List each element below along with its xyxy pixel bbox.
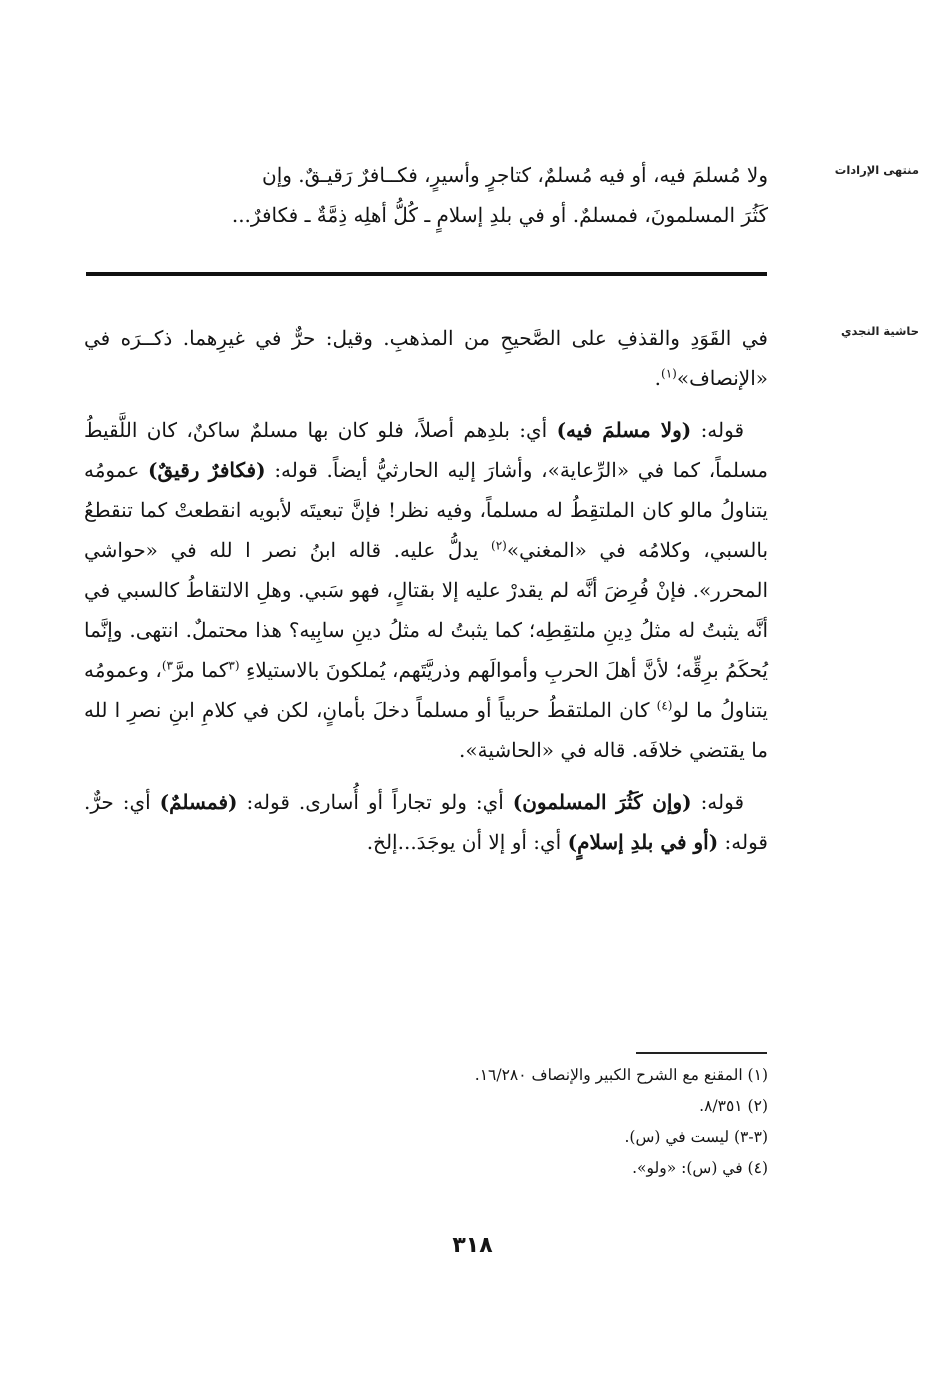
commentary-text-run: يدلُّ عليه. قاله ابنُ نصر ا لله في «حواشي المحرر». فإنْ فُرِضَ أنَّه لم يقدرْ عليه إلا بقتالٍ، فهو سَبي. وهلِ الالتقاطُ كالسبي في أنَّه يثبتُ له مثلُ دِينِ ملتقِطِه؛ كما يثبتُ له مثلُ دينِ سابِيه؟ هذا محتملٌ. انتهى. وإنَّما يُحكَمُ برِقِّه؛ لأنَّ أهلَ الحربِ وأموالَهم وذريَّتَهم، يُملكونَ بالاستيلاءِ — [84, 538, 768, 682]
commentary-text-run: كما مرَّ — [173, 658, 229, 682]
commentary-text-run: عمومُه يتناولُ مالو كان الملتقِطُ له مسلماً، وفيه نظر! فإنَّ تبعيتَه لأبويه انقطعتْ كما تنقطعُ بالسبي، وكلامُه في «المغني» — [84, 458, 769, 562]
main-text-line: ولا مُسلمَ فيه، أو فيه مُسلمٌ، كتاجرٍ وأسيرٍ، فكــافرٌ رَقيـقٌ. وإن — [262, 163, 768, 187]
commentary-text-run: أي: بلدِهم أصلاً، فلو كان بها مسلمٌ ساكنٌ، كان اللَّقيطُ مسلماً، كما في «الرِّعاية»، وأشارَ إليه الحارثيُّ أيضاً. قوله: — [84, 418, 769, 482]
commentary-paragraph: في القَوَدِ والقذفِ على الصَّحيحِ من المذهبِ. وقيل: حرٌّ في غيرِهما. ذكــرَه في «الإنصاف»$^{(١)}$. — [84, 326, 768, 390]
page-number: ٣١٨ — [452, 1233, 493, 1258]
footnote-divider — [636, 1052, 767, 1054]
footnote-ref: (١) — [661, 366, 677, 381]
footnote-ref: (٣ — [228, 658, 240, 673]
quoted-term: (وإن كَثُرَ المسلمون) — [512, 790, 692, 814]
commentary-label: حاشية النجدي — [840, 324, 919, 338]
main-text-label: منتهى الإرادات — [834, 163, 919, 177]
footnote-ref: (٤) — [656, 698, 673, 713]
commentary-text-run: ، وعمومُه يتناولُ ما لو — [84, 658, 768, 722]
commentary-text-run: كان الملتقطُ حربياً أو مسلماً دخلَ بأمانٍ، لكن في كلامِ ابنِ نصرِ ا لله ما يقتضي خلافَه. قاله في «الحاشية». — [84, 698, 768, 762]
footnote-ref: ٣) — [161, 658, 173, 673]
quoted-term: (فكافرٌ رقيقٌ) — [148, 458, 266, 482]
commentary-text — [84, 318, 768, 862]
commentary-text-run: في القَوَدِ والقذفِ على الصَّحيحِ من المذهبِ. وقيل: حرٌّ في غيرِهما. ذكــرَه في «الإنصاف» — [84, 326, 768, 390]
footnote-ref: (٢) — [491, 538, 507, 553]
commentary-paragraph — [84, 782, 768, 862]
quoted-term: (أو في بلدِ إسلامٍ) — [567, 830, 719, 854]
commentary-text-run: قوله: — [700, 790, 745, 814]
commentary-text-run: أي: أو إلا أن يوجَدَ...إلخ. — [366, 830, 562, 854]
commentary-paragraph — [84, 410, 768, 770]
main-text-line: كَثُرَ المسلمونَ، فمسلمٌ. أو في بلدِ إسلامٍ ـ كُلُّ أهلِه ذِمَّةٌ ـ فكافرٌ... — [231, 203, 768, 227]
footnote: (١) المقنع مع الشرح الكبير والإنصاف ١٦/٢٨٠. — [474, 1066, 768, 1084]
quoted-term: (فمسلمٌ) — [159, 790, 238, 814]
commentary-text-run: أي: ولو تجاراً أو أُسارى. قوله: — [246, 790, 504, 814]
footnotes — [84, 1060, 768, 1184]
commentary-text-run: أي: حرٌّ. قوله: — [84, 790, 768, 854]
footnote: (٣-٣) ليست في (س). — [624, 1128, 768, 1146]
footnote: (٢) ٨/٣٥١. — [699, 1097, 768, 1115]
quoted-term: (ولا مسلمَ فيه) — [556, 418, 692, 442]
main-text — [84, 155, 768, 235]
footnote: (٤) في (س): «ولو». — [632, 1159, 768, 1177]
commentary-text-run: قوله: — [700, 418, 745, 442]
section-divider — [86, 272, 767, 276]
